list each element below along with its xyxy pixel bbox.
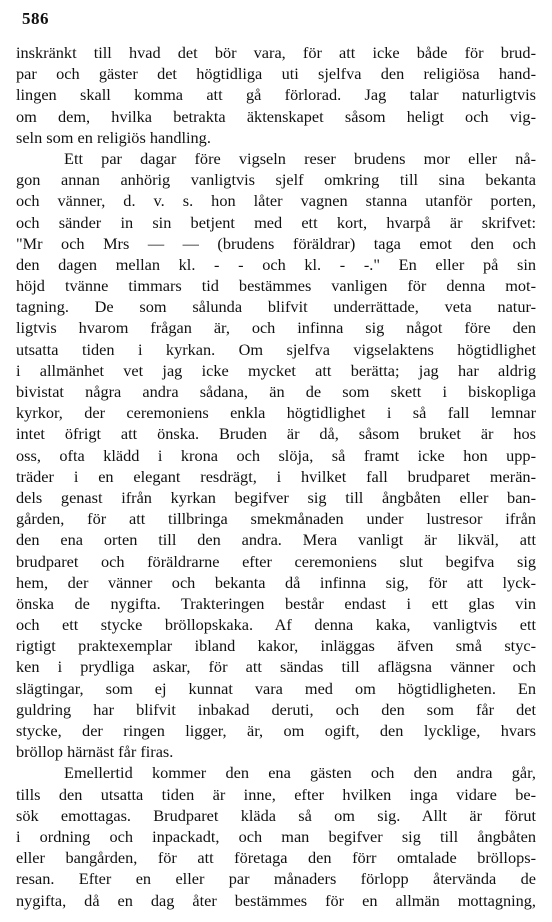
text-line: brudparet och föräldrarne efter ceremoniens slut begifva sig [16, 551, 536, 571]
text-line: resan. Efter en eller par månaders förlopp återvända de [16, 869, 536, 889]
text-line: den dagen mellan kl. - - och kl. - -." En eller på sin [16, 254, 536, 274]
text-line: ken i prydliga askar, för att sändas till aflägsna vänner och [16, 657, 536, 677]
text-line: seln som en religiös handling. [16, 127, 211, 147]
text-line: kyrkor, der ceremoniens enkla högtidlighet i så fall lemnar [16, 403, 536, 423]
text-line: träder i en elegant resdrägt, i hvilket fall brudparet merän- [16, 466, 536, 486]
text-line: Ett par dagar före vigseln reser brudens mor eller nå- [64, 148, 536, 168]
text-line: i ordning och inpackadt, och man begifver sig till ångbåten [16, 826, 536, 846]
text-line: höjd tvänne timmars tid bestämmes vanligen för denna mot- [16, 276, 536, 296]
text-line: bröllop härnäst får firas. [16, 742, 174, 762]
text-line: stycke, der ringen ligger, är, om ogift, den lycklige, hvars [16, 721, 536, 740]
text-line: i allmänhet vet jag icke mycket att berätta; jag har aldrig [16, 360, 536, 380]
text-line: hem, der vänner och bekanta då infinna sig, för att lyck- [16, 572, 536, 592]
text-line: och ett stycke bröllopskaka. Af denna kaka, vanligtvis ett [16, 615, 536, 635]
text-line: guldring har blifvit inbakad deruti, och den som får det [16, 699, 536, 719]
text-line: och sänder in sin betjent med ett kort, hvarpå är skrifvet: [16, 212, 536, 232]
text-line: bivistat några andra sådana, än de som skett i biskopliga [16, 382, 536, 401]
text-line: gon annan anhörig vanligtvis sjelf omkring till sina bekanta [16, 170, 536, 190]
text-line: inskränkt till hvad det bör vara, för att icke både för brud- [16, 43, 536, 62]
text-line: ligtvis hvarom frågan är, och infinna sig något före den [16, 318, 536, 338]
book-page [16, 6, 536, 916]
text-line: sök emottagas. Brudparet kläda så om sig. Allt är förut [16, 805, 536, 825]
body-text [16, 42, 536, 911]
text-line: intet öfrigt att önska. Bruden är då, såsom bruket är hos [16, 424, 536, 444]
text-line: den ena orten till den andra. Mera vanligt är likväl, att [16, 530, 536, 550]
text-line: lingen skall komma att gå förlorad. Jag talar naturligtvis [16, 85, 536, 105]
text-line: oss, ofta klädd i krona och slöja, så framt icke hon upp- [16, 445, 536, 465]
text-line: rigtigt praktexemplar ibland kakor, inläggas äfven små styc- [16, 636, 536, 656]
text-line: slägtingar, som ej kunnat vara med om högtidligheten. En [16, 678, 536, 698]
text-line: om dem, hvilka betrakta äktenskapet såsom heligt och vig- [16, 106, 536, 126]
text-line: "Mr och Mrs — — (brudens föräldrar) taga emot den och [16, 233, 536, 253]
text-line: gården, för att tillbringa smekmånaden under lustresor ifrån [16, 509, 536, 529]
text-line: par och gäster det högtidliga uti sjelfva den religiösa hand- [16, 64, 536, 84]
text-line: och vänner, d. v. s. hon låter vagnen stanna utanför porten, [16, 191, 536, 211]
text-line: önska de nygifta. Trakteringen består endast i ett glas vin [16, 593, 536, 613]
text-line: utsatta tiden i kyrkan. Om sjelfva vigselaktens högtidlighet [16, 339, 536, 359]
text-line: nygifta, då en dag åter bestämmes för en allmän mottagning, [16, 890, 536, 910]
text-line: eller bangården, för att företaga den förr omtalade bröllops- [16, 848, 536, 868]
page-number: 586 [22, 9, 49, 28]
text-line: dels genast ifrån kyrkan begifver sig till ångbåten eller ban- [16, 487, 536, 507]
text-line: tagning. De som sålunda blifvit underrättade, veta natur- [16, 297, 536, 317]
text-line: Emellertid kommer den ena gästen och den andra går, [64, 763, 536, 783]
text-line: tills den utsatta tiden är inne, efter hvilken inga vidare be- [16, 784, 536, 804]
